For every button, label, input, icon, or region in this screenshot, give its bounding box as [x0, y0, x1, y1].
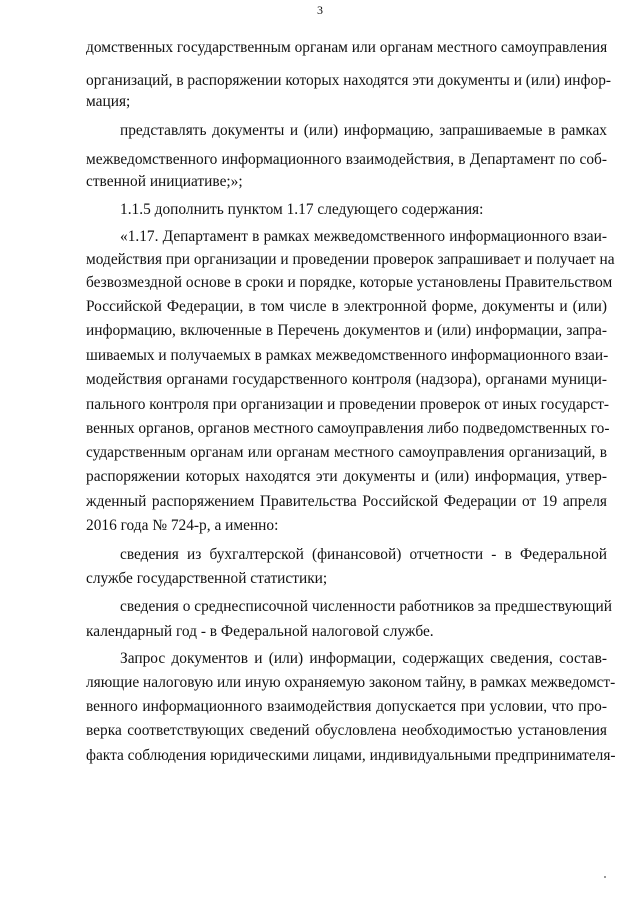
- text-line: мация;: [86, 93, 131, 110]
- text-line: жденный распоряжением Правительства Российской Федерации от 19 апреля: [86, 493, 607, 510]
- text-line: 1.1.5 дополнить пунктом 1.17 следующего содержания:: [120, 201, 484, 218]
- scan-speck: [604, 876, 606, 878]
- text-line: Запрос документов и (или) информации, содержащих сведения, состав-: [120, 650, 607, 667]
- text-line: «1.17. Департамент в рамках межведомственного информационного взаи-: [120, 228, 607, 245]
- text-line: службе государственной статистики;: [86, 570, 328, 587]
- text-line: сведения из бухгалтерской (финансовой) отчетности - в Федеральной: [120, 546, 607, 563]
- text-line: модействия при организации и проведении проверок запрашивает и получает на: [86, 251, 615, 268]
- text-line: календарный год - в Федеральной налоговой службе.: [86, 623, 434, 640]
- text-line: информацию, включенные в Перечень документов и (или) информации, запра-: [86, 322, 607, 339]
- text-line: Российской Федерации, в том числе в электронной форме, документы и (или): [86, 298, 607, 315]
- text-line: 2016 года № 724-р, а именно:: [86, 517, 279, 534]
- text-line: верка соответствующих сведений обусловлена необходимостью установления: [86, 722, 607, 739]
- text-line: шиваемых и получаемых в рамках межведомственного информационного взаи-: [86, 347, 609, 364]
- page-number: 3: [317, 3, 323, 17]
- text-line: венного информационного взаимодействия допускается при условии, что про-: [86, 698, 607, 715]
- text-line: модействия органами государственного контроля (надзора), органами муници-: [86, 371, 607, 388]
- text-line: представлять документы и (или) информацию, запрашиваемые в рамках: [120, 122, 607, 139]
- text-line: факта соблюдения юридическими лицами, индивидуальными предпринимателя-: [86, 747, 616, 764]
- text-line: безвозмездной основе в сроки и порядке, которые установлены Правительством: [86, 274, 613, 291]
- text-line: межведомственного информационного взаимодействия, в Департамент по соб-: [86, 151, 607, 168]
- text-line: венных органов, органов местного самоуправления либо подведомственных го-: [86, 420, 610, 437]
- text-line: ственной инициативе;»;: [86, 173, 243, 190]
- text-line: сведения о среднесписочной численности работников за предшествующий: [120, 598, 612, 615]
- text-line: ляющие налоговую или иную охраняемую законом тайну, в рамках межведомст-: [86, 674, 616, 691]
- text-line: сударственным органам или органам местного самоуправления организаций, в: [86, 444, 607, 461]
- text-line: пального контроля при организации и проведении проверок от иных государст-: [86, 396, 610, 413]
- text-line: распоряжении которых находятся эти документы и (или) информация, утвер-: [86, 468, 607, 485]
- text-line: организаций, в распоряжении которых находятся эти документы и (или) инфор-: [86, 72, 612, 89]
- text-line: домственных государственным органам или органам местного самоуправления: [86, 39, 608, 56]
